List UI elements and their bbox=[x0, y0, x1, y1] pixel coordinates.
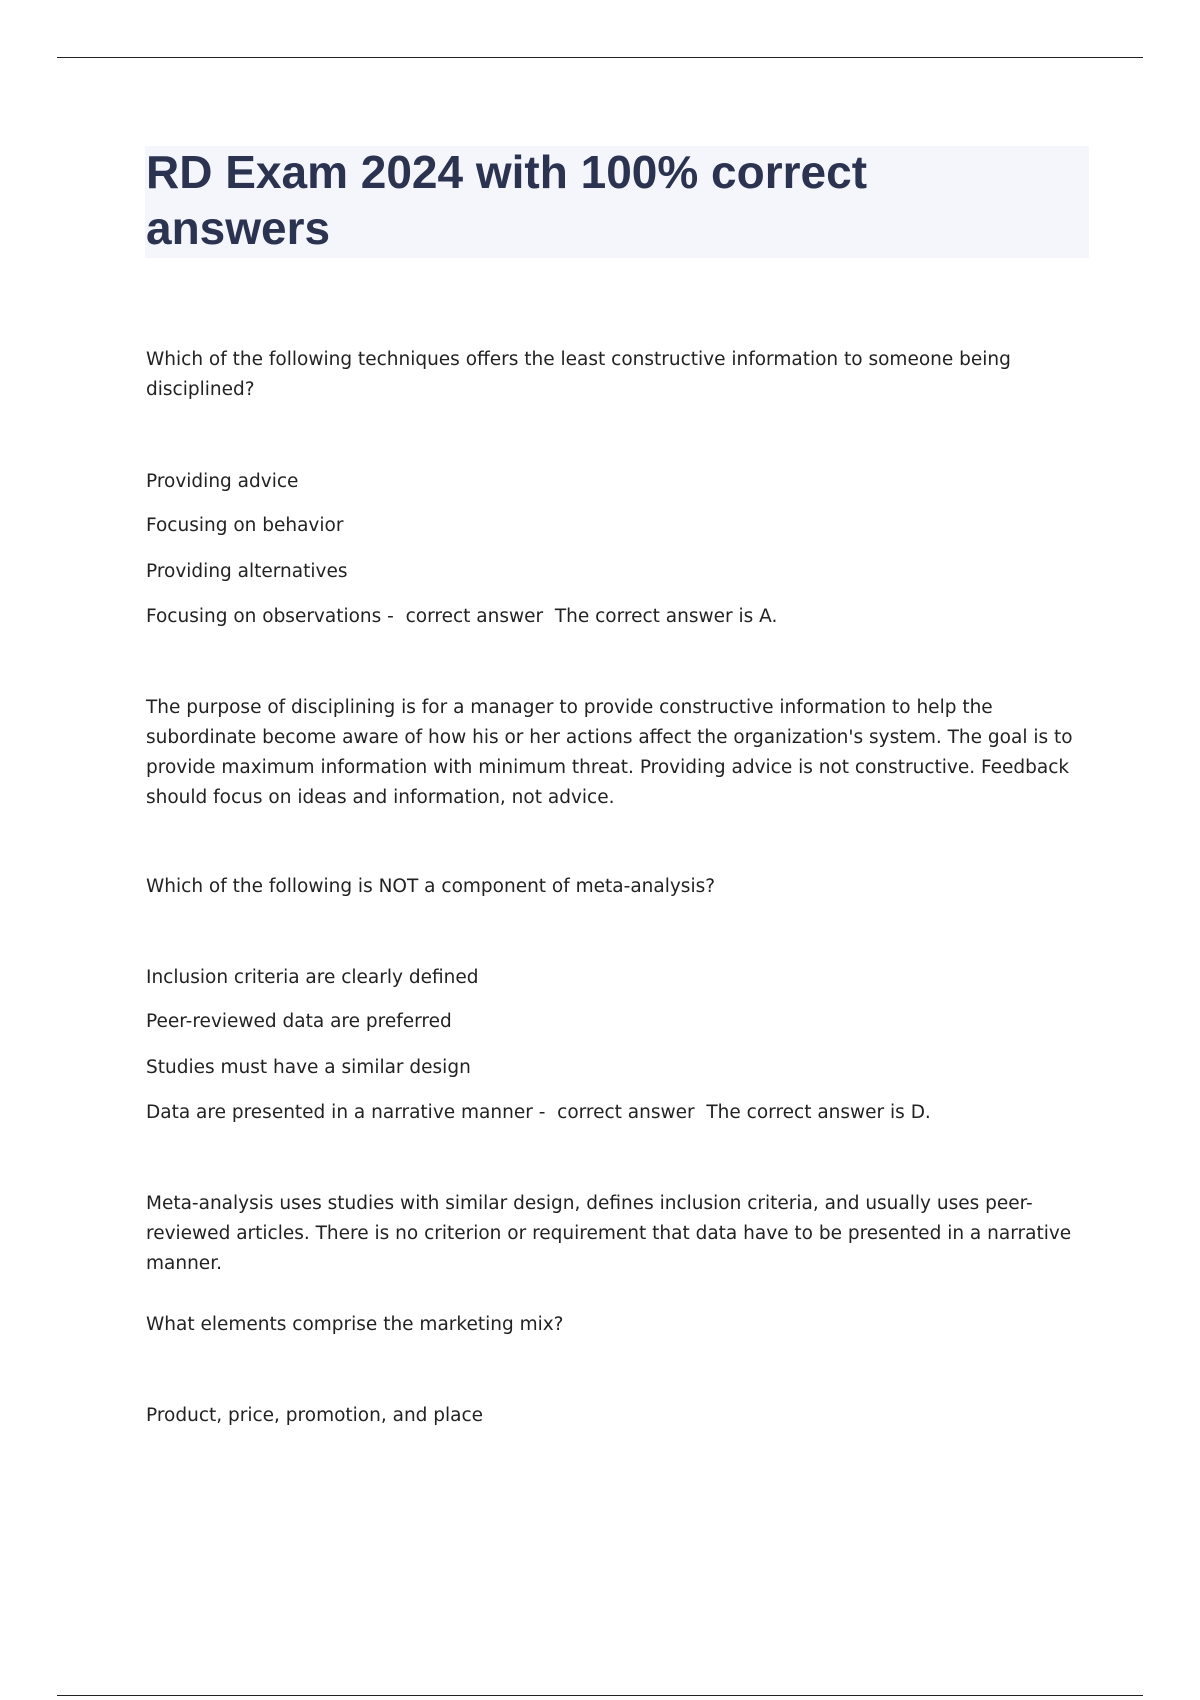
question-2-option-a: Inclusion criteria are clearly defined bbox=[146, 967, 479, 988]
question-1-option-c: Providing alternatives bbox=[146, 561, 348, 582]
question-3-text: What elements comprise the marketing mix? bbox=[146, 1314, 564, 1335]
question-1-text: Which of the following techniques offers the least constructive information to someone being disciplined? bbox=[146, 349, 1011, 400]
question-2-option-d-answer: Data are presented in a narrative manner - correct answer The correct answer is D. bbox=[146, 1102, 931, 1123]
question-1-option-b: Focusing on behavior bbox=[146, 515, 344, 536]
question-2-text: Which of the following is NOT a component of meta-analysis? bbox=[146, 876, 716, 897]
question-2-explanation: Meta-analysis uses studies with similar design, defines inclusion criteria, and usually uses peer-reviewed articles. There is no criterion or requirement that data have to be presented in a narrative manner. bbox=[146, 1193, 1072, 1274]
question-1-explanation: The purpose of disciplining is for a manager to provide constructive information to help the subordinate become aware of how his or her actions affect the organization's system. The goal is to provide maximum information with minimum threat. Providing advice is not constructive. Feedback should focus on ideas and information, not advice. bbox=[146, 697, 1073, 808]
question-3-answer: Product, price, promotion, and place bbox=[146, 1405, 484, 1426]
document-title: RD Exam 2024 with 100% correct answers bbox=[146, 146, 868, 254]
top-rule bbox=[57, 57, 1143, 58]
question-2-option-c: Studies must have a similar design bbox=[146, 1057, 471, 1078]
question-1-option-a: Providing advice bbox=[146, 471, 299, 492]
question-1-option-d-answer: Focusing on observations - correct answer The correct answer is A. bbox=[146, 606, 778, 627]
question-2-option-b: Peer-reviewed data are preferred bbox=[146, 1011, 452, 1032]
bottom-rule bbox=[57, 1695, 1143, 1696]
